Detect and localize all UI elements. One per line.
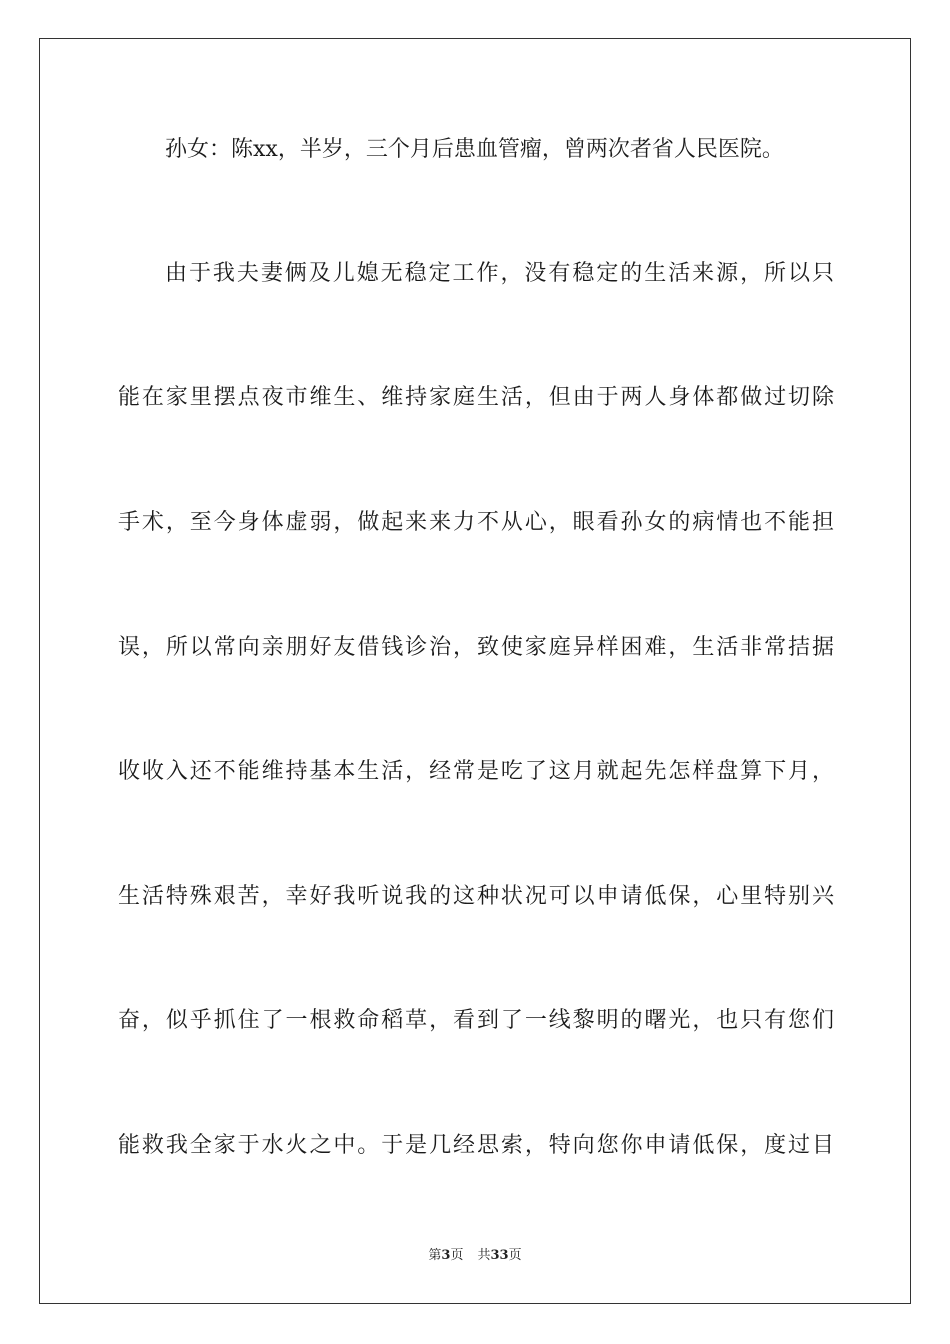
page-number: 3	[441, 1248, 451, 1263]
page-footer	[0, 1247, 950, 1265]
text-line-1: 孙女：陈xx，半岁，三个月后患血管瘤，曾两次者省人民医院。	[165, 137, 784, 162]
total-pages: 33	[490, 1248, 509, 1263]
text-line-8: 奋，似乎抓住了一根救命稻草，看到了一线黎明的曙光，也只有您们	[118, 1008, 834, 1033]
total-suffix: 页	[508, 1248, 522, 1263]
text-line-7: 生活特殊艰苦，幸好我听说我的这种状况可以申请低保，心里特别兴	[118, 884, 834, 909]
page-border	[39, 38, 911, 1304]
text-line-3: 能在家里摆点夜市维生、维持家庭生活，但由于两人身体都做过切除	[118, 385, 834, 410]
text-line-2: 由于我夫妻俩及儿媳无稳定工作，没有稳定的生活来源，所以只	[165, 261, 834, 286]
page-suffix: 页	[450, 1248, 464, 1263]
text-line-5: 误，所以常向亲朋好友借钱诊治，致使家庭异样困难，生活非常拮据	[118, 635, 834, 660]
page-prefix: 第	[428, 1248, 442, 1263]
text-line-6: 收收入还不能维持基本生活，经常是吃了这月就起先怎样盘算下月，	[118, 759, 834, 784]
text-line-9: 能救我全家于水火之中。于是几经思索，特向您你申请低保，度过目	[118, 1133, 834, 1158]
total-prefix: 共	[477, 1248, 491, 1263]
text-line-4: 手术，至今身体虚弱，做起来来力不从心，眼看孙女的病情也不能担	[118, 510, 834, 535]
